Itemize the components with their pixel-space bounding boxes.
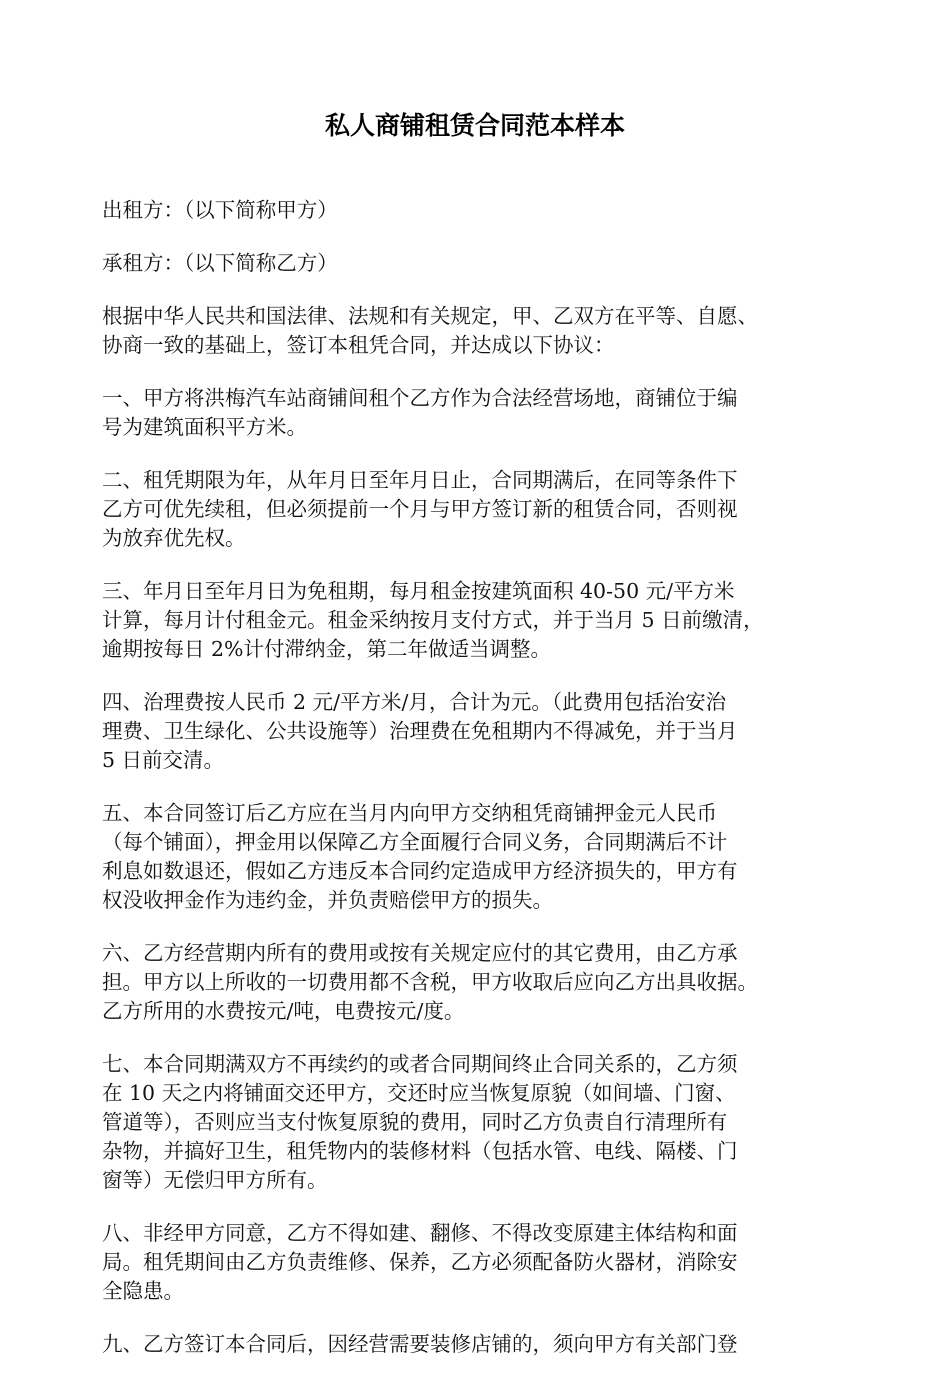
paragraph-line: 八、非经甲方同意，乙方不得如建、翻修、不得改变原建主体结构和面 [102,1221,738,1245]
paragraph-line: 乙方可优先续租，但必须提前一个月与甲方签订新的租赁合同，否则视 [102,497,738,521]
contract-paragraph [102,249,872,278]
paragraph-line: 号为建筑面积平方米。 [102,415,307,439]
contract-paragraph [102,1330,872,1359]
document-body [102,196,872,1383]
paragraph-line: 5 日前交清。 [102,748,225,772]
contract-paragraph [102,939,872,1026]
contract-paragraph [102,196,872,225]
paragraph-line: （每个铺面），押金用以保障乙方全面履行合同义务，合同期满后不计 [102,830,728,854]
paragraph-line: 四、治理费按人民币 2 元/平方米/月，合计为元。（此费用包括治安治 [102,690,727,714]
contract-paragraph [102,302,872,360]
contract-paragraph [102,384,872,442]
paragraph-line: 杂物，并搞好卫生，租凭物内的装修材料（包括水管、电线、隔楼、门 [102,1139,738,1163]
paragraph-line: 乙方所用的水费按元/吨，电费按元/度。 [102,999,465,1023]
contract-paragraph [102,1219,872,1306]
document-title: 私人商铺租赁合同范本样本 [324,111,625,140]
paragraph-line: 二、租凭期限为年，从年月日至年月日止，合同期满后，在同等条件下 [102,468,738,492]
contract-paragraph [102,466,872,553]
paragraph-line: 权没收押金作为违约金，并负责赔偿甲方的损失。 [102,888,553,912]
contract-paragraph [102,1050,872,1195]
paragraph-line: 管道等），否则应当支付恢复原貌的费用，同时乙方负责自行清理所有 [102,1110,728,1134]
paragraph-line: 七、本合同期满双方不再续约的或者合同期间终止合同关系的，乙方须 [102,1052,738,1076]
paragraph-line: 利息如数退还，假如乙方违反本合同约定造成甲方经济损失的，甲方有 [102,859,738,883]
paragraph-line: 担。甲方以上所收的一切费用都不含税，甲方收取后应向乙方出具收据。 [102,970,758,994]
paragraph-line: 局。租凭期间由乙方负责维修、保养，乙方必须配备防火器材，消除安 [102,1250,738,1274]
paragraph-line: 全隐患。 [102,1279,184,1303]
paragraph-line: 计算，每月计付租金元。租金采纳按月支付方式，并于当月 5 日前缴清， [102,608,764,632]
contract-paragraph [102,577,872,664]
paragraph-line: 六、乙方经营期内所有的费用或按有关规定应付的其它费用，由乙方承 [102,941,738,965]
paragraph-line: 为放弃优先权。 [102,526,246,550]
paragraph-line: 五、本合同签订后乙方应在当月内向甲方交纳租凭商铺押金元人民币 [102,801,717,825]
contract-paragraph [102,688,872,775]
paragraph-line: 在 10 天之内将铺面交还甲方，交还时应当恢复原貌（如间墙、门窗、 [102,1081,736,1105]
paragraph-line: 理费、卫生绿化、公共设施等）治理费在免租期内不得减免，并于当月 [102,719,738,743]
paragraph-line: 一、甲方将洪梅汽车站商铺间租个乙方作为合法经营场地，商铺位于编 [102,386,738,410]
paragraph-line: 九、乙方签订本合同后，因经营需要装修店铺的，须向甲方有关部门登 [102,1332,738,1356]
paragraph-line: 逾期按每日 2%计付滞纳金，第二年做适当调整。 [102,637,552,661]
paragraph-line: 承租方：（以下简称乙方） [102,251,338,275]
paragraph-line: 三、年月日至年月日为免租期，每月租金按建筑面积 40-50 元/平方米 [102,579,735,603]
paragraph-line: 协商一致的基础上，签订本租凭合同，并达成以下协议： [102,333,615,357]
paragraph-line: 出租方：（以下简称甲方） [102,198,338,222]
paragraph-line: 根据中华人民共和国法律、法规和有关规定，甲、乙双方在平等、自愿、 [102,304,758,328]
contract-paragraph [102,799,872,915]
paragraph-line: 窗等）无偿归甲方所有。 [102,1168,328,1192]
